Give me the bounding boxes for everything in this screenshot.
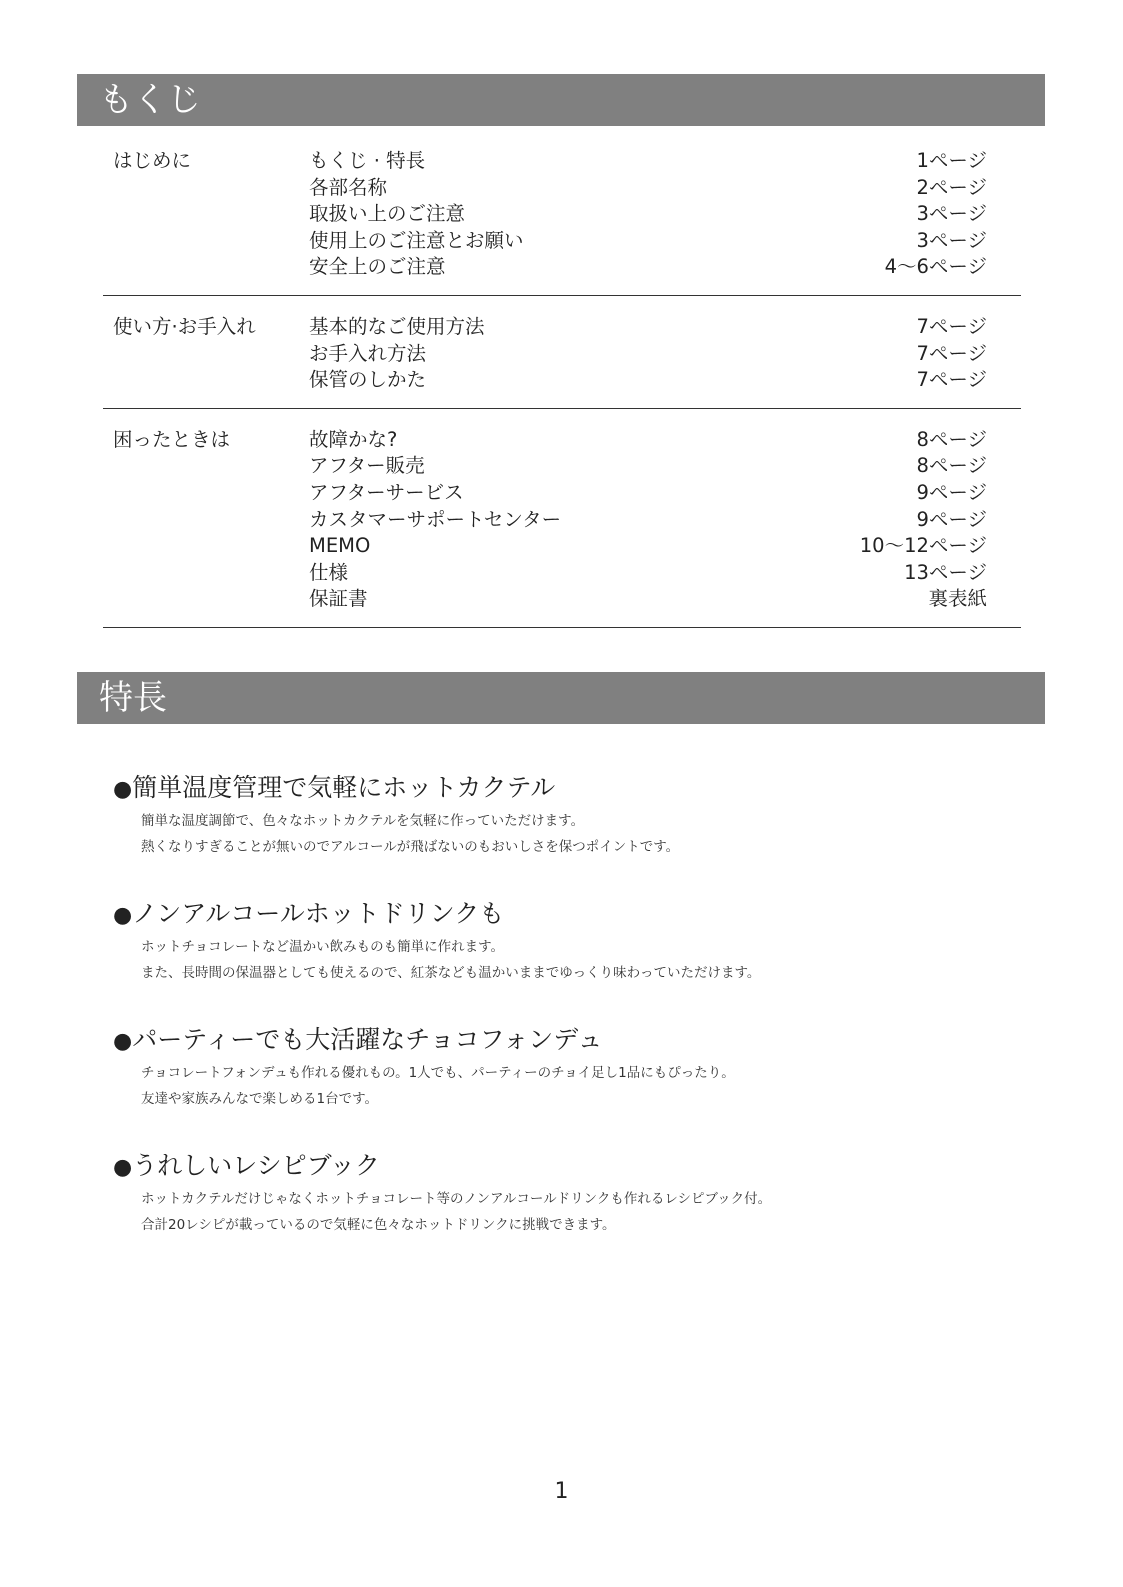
toc-entry-title: 保証書 <box>309 587 368 611</box>
toc-entry-title: 安全上のご注意 <box>309 255 446 279</box>
bullet-icon: ● <box>113 903 133 928</box>
toc-row <box>103 533 1021 560</box>
feature-item <box>113 1148 1013 1238</box>
feature-heading: パーティーでも大活躍なチョコフォンデュ <box>132 1025 603 1054</box>
feature-heading-row <box>113 770 1013 808</box>
feature-heading: ノンアルコールホットドリンクも <box>132 899 505 928</box>
toc-entry-page: 7ページ <box>916 341 987 365</box>
toc-row <box>103 201 1021 228</box>
toc-entry-page: 9ページ <box>916 480 987 504</box>
features-header-bar <box>77 672 1045 724</box>
feature-description: 合計20レシピが載っているので気軽に色々なホットドリンクに挑戦できます。 <box>141 1217 616 1233</box>
feature-description: チョコレートフォンデュも作れる優れもの。1人でも、パーティーのチョイ足し1品にもぴったり。 <box>141 1065 735 1081</box>
feature-item <box>113 896 1013 986</box>
toc-entry-page: 10〜12ページ <box>859 534 987 558</box>
toc-entry-title: MEMO <box>309 534 371 558</box>
feature-heading: うれしいレシピブック <box>132 1151 380 1180</box>
bullet-icon: ● <box>113 1155 133 1180</box>
toc-entry-page: 裏表紙 <box>928 587 987 611</box>
toc-row <box>103 586 1021 613</box>
table-of-contents <box>103 142 1021 628</box>
toc-header-bar <box>77 74 1045 126</box>
bullet-icon: ● <box>113 777 133 802</box>
toc-entry-page: 13ページ <box>904 560 987 584</box>
toc-row <box>103 427 1021 454</box>
toc-entry-title: 使用上のご注意とお願い <box>309 228 524 252</box>
page-number: 1 <box>554 1479 569 1504</box>
toc-category: 使い方·お手入れ <box>113 314 256 338</box>
toc-entry-title: 故障かな? <box>309 427 398 451</box>
feature-description: ホットカクテルだけじゃなくホットチョコレート等のノンアルコールドリンクも作れるレシピブック付。 <box>141 1191 772 1207</box>
toc-entry-page: 1ページ <box>916 149 987 172</box>
feature-description: ホットチョコレートなど温かい飲みものも簡単に作れます。 <box>141 939 505 955</box>
toc-entry-page: 4〜6ページ <box>884 255 987 279</box>
feature-heading-row <box>113 896 1013 934</box>
toc-header-title: もくじ <box>99 80 201 120</box>
toc-row <box>103 148 1021 175</box>
toc-entry-title: お手入れ方法 <box>309 341 427 365</box>
toc-entry-page: 2ページ <box>916 175 987 199</box>
features-section <box>113 770 1013 1274</box>
toc-entry-title: カスタマーサポートセンター <box>309 507 562 531</box>
features-header-title: 特長 <box>99 678 167 718</box>
feature-item <box>113 770 1013 860</box>
feature-description: また、長時間の保温器としても使えるので、紅茶なども温かいままでゆっくり味わっていただけます。 <box>141 965 761 981</box>
toc-group <box>103 409 1021 628</box>
toc-row <box>103 480 1021 507</box>
toc-entry-page: 3ページ <box>916 202 987 226</box>
toc-row <box>103 254 1021 281</box>
toc-entry-title: 取扱い上のご注意 <box>309 202 466 226</box>
toc-row <box>103 507 1021 534</box>
toc-entry-page: 7ページ <box>916 314 987 338</box>
toc-row <box>103 175 1021 202</box>
toc-entry-title: 基本的なご使用方法 <box>309 314 485 338</box>
bullet-icon: ● <box>113 1029 133 1054</box>
toc-row <box>103 341 1021 368</box>
feature-heading: 簡単温度管理で気軽にホットカクテル <box>132 773 556 802</box>
toc-row <box>103 228 1021 255</box>
toc-entry-page: 3ページ <box>916 228 987 252</box>
toc-entry-page: 8ページ <box>916 427 987 451</box>
toc-entry-title: 仕様 <box>309 560 349 584</box>
toc-entry-page: 7ページ <box>916 368 987 392</box>
toc-entry-title: アフター販売 <box>309 454 425 478</box>
feature-heading-row <box>113 1148 1013 1186</box>
toc-category: はじめに <box>113 149 192 172</box>
toc-entry-title: もくじ · 特長 <box>309 149 426 172</box>
toc-row <box>103 453 1021 480</box>
toc-group <box>103 142 1021 296</box>
toc-group <box>103 296 1021 409</box>
feature-description: 簡単な温度調節で、色々なホットカクテルを気軽に作っていただけます。 <box>141 813 585 829</box>
toc-entry-page: 9ページ <box>916 507 987 531</box>
toc-entry-title: 各部名称 <box>309 175 388 199</box>
toc-row <box>103 560 1021 587</box>
toc-row <box>103 314 1021 341</box>
toc-entry-title: アフターサービス <box>309 480 464 504</box>
feature-heading-row <box>113 1022 1013 1060</box>
feature-description: 熱くなりすぎることが無いのでアルコールが飛ばないのもおいしさを保つポイントです。 <box>141 839 680 855</box>
toc-entry-page: 8ページ <box>916 454 987 478</box>
toc-row <box>103 367 1021 394</box>
toc-entry-title: 保管のしかた <box>309 368 427 392</box>
feature-item <box>113 1022 1013 1112</box>
toc-category: 困ったときは <box>113 427 231 451</box>
feature-description: 友達や家族みんなで楽しめる1台です。 <box>141 1091 379 1107</box>
